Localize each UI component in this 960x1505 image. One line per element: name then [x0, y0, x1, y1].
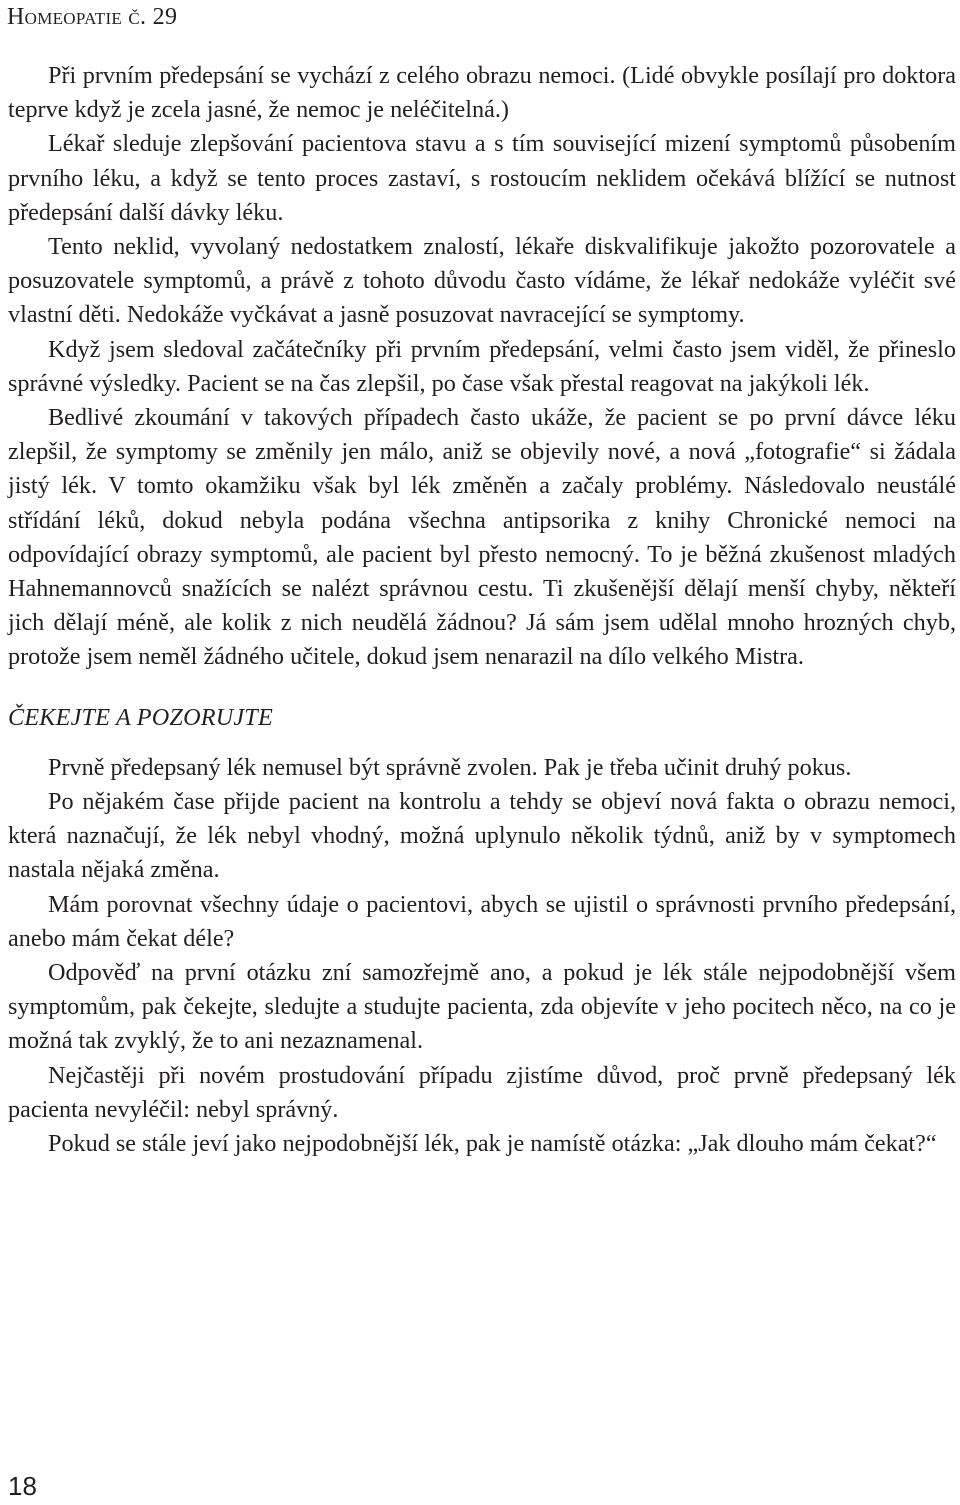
paragraph: Mám porovnat všechny údaje o pacientovi, abych se ujistil o správnosti prvního předepsání, anebo mám čekat déle?: [8, 890, 956, 952]
paragraph: Prvně předepsaný lék nemusel být správně zvolen. Pak je třeba učinit druhý pokus.: [48, 753, 852, 781]
paragraph: Lékař sleduje zlepšování pacientova stavu a s tím související mizení symptomů působením prvního léku, a když se tento proces zastaví, s rostoucím neklidem očekává blížící se nutnost předepsání další dávky léku.: [8, 130, 956, 226]
paragraph: Bedlivé zkoumání v takových případech často ukáže, že pacient se po první dávce léku zlepšil, že symptomy se změnily jen málo, aniž se objevily nové, a nová „fotografie“ si žádala jistý lék. V tomto okamžiku však byl lék změněn a začaly problémy. Následovalo neustálé střídání léků, dokud nebyla podána všechna antipsorika z knihy Chronické nemoci na odpovídající obrazy symptomů, ale pacient byl přesto nemocný. To je běžná zkušenost mladých Hahnemannovců snažících se nalézt správnou cestu. Ti zkušenější dělají menší chyby, někteří jich dělají méně, ale kolik z nich neudělá žádnou? Já sám jsem udělal mnoho hrozných chyb, protože jsem neměl žádného učitele, dokud jsem nenarazil na dílo velkého Mistra.: [8, 404, 956, 671]
paragraph: Tento neklid, vyvolaný nedostatkem znalostí, lékaře diskvalifikuje jakožto pozorovatele a posuzovatele symptomů, a právě z tohoto důvodu často vídáme, že lékař nedokáže vyléčit své vlastní děti. Nedokáže vyčkávat a jasně posuzovat navracející se symptomy.: [8, 233, 956, 329]
running-header: Homeopatie č. 29: [7, 4, 178, 30]
paragraph: Po nějakém čase přijde pacient na kontrolu a tehdy se objeví nová fakta o obrazu nemoci, která naznačují, že lék nebyl vhodný, možná uplynulo několik týdnů, aniž by v symptomech nastala nějaká změna.: [8, 788, 956, 884]
paragraph: Pokud se stále jeví jako nejpodobnější lék, pak je namístě otázka: „Jak dlouho mám čekat?“: [48, 1130, 937, 1158]
paragraph: Když jsem sledoval začátečníky při prvním předepsání, velmi často jsem viděl, že přineslo správné výsledky. Pacient se na čas zlepšil, po čase však přestal reagovat na jakýkoli lék.: [8, 335, 956, 397]
paragraph: Odpověď na první otázku zní samozřejmě ano, a pokud je lék stále nejpodobnější všem symptomům, pak čekejte, sledujte a studujte pacienta, zda objevíte v jeho pocitech něco, na co je možná tak zvyklý, že to ani nezaznamenal.: [8, 959, 956, 1055]
page-number: 18: [8, 1471, 37, 1501]
body-text: [8, 59, 956, 1161]
section-heading: ČEKEJTE A POZORUJTE: [8, 703, 273, 731]
paragraph: Při prvním předepsání se vychází z celého obrazu nemoci. (Lidé obvykle posílají pro doktora teprve když je zcela jasné, že nemoc je neléčitelná.): [8, 62, 956, 124]
paragraph: Nejčastěji při novém prostudování případu zjistíme důvod, proč prvně předepsaný lék pacienta nevyléčil: nebyl správný.: [8, 1061, 956, 1123]
